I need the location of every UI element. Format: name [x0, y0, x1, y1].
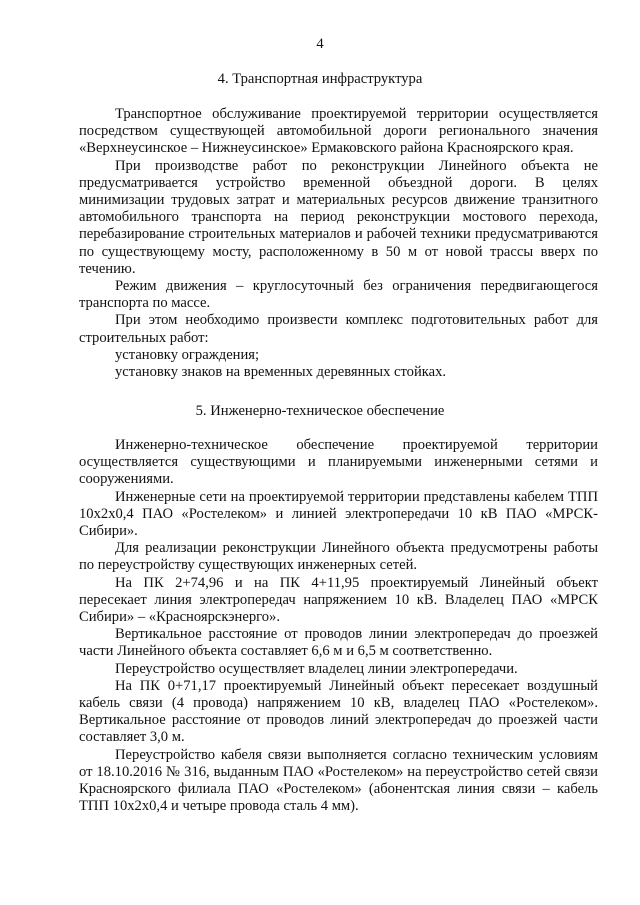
- paragraph: Транспортное обслуживание проектируемой территории осуществляется посредством существующей автомобильной дороги регионального значения «Верхнеусинское – Нижнеусинское» Ермаковского района Красноярского края.: [79, 106, 598, 157]
- list-item: установку ограждения;: [115, 346, 260, 363]
- paragraph: Режим движения – круглосуточный без ограничения передвигающегося транспорта по массе.: [79, 278, 598, 312]
- paragraph: Вертикальное расстояние от проводов линии электропередач до проезжей части Линейного объекта составляет 6,6 м и 6,5 м соответственно.: [79, 626, 598, 660]
- paragraph: Инженерно-техническое обеспечение проектируемой территории осуществляется существующими и планируемыми инженерными сетями и сооружениями.: [79, 437, 598, 488]
- section-4-heading: 4. Транспортная инфраструктура: [217, 71, 423, 87]
- section-4-body: [79, 106, 598, 381]
- section-5-heading: 5. Инженерно-техническое обеспечение: [195, 403, 445, 419]
- page-number: 4: [316, 36, 324, 52]
- paragraph: На ПК 0+71,17 проектируемый Линейный объект пересекает воздушный кабель связи (4 провода) напряжением 10 кВ, владелец ПАО «Ростелеком». Вертикальное расстояние от проводов линий электропередач до проезжей части составляет 3,0 м.: [79, 677, 598, 746]
- list-item: установку знаков на временных деревянных стойках.: [115, 364, 447, 381]
- section-5-body: [79, 437, 598, 815]
- paragraph: Инженерные сети на проектируемой территории представлены кабелем ТПП 10х2х0,4 ПАО «Ростелеком» и линией электропередачи 10 кВ ПАО «МРСК-Сибири».: [79, 488, 598, 540]
- paragraph: На ПК 2+74,96 и на ПК 4+11,95 проектируемый Линейный объект пересекает линия электропередач напряжением 10 кВ. Владелец ПАО «МРСК Сибири» – «Красноярскэнерго».: [79, 574, 598, 626]
- paragraph: При этом необходимо произвести комплекс подготовительных работ для строительных работ:: [79, 312, 598, 346]
- paragraph: Переустройство кабеля связи выполняется согласно техническим условиям от 18.10.2016 № 316, выданным ПАО «Ростелеком» на переустройство сетей связи Красноярского филиала ПАО «Ростелеком» (абонентская линия связи – кабель ТПП 10х2х0,4 и четыре провода сталь 4 мм).: [79, 746, 598, 815]
- paragraph: При производстве работ по реконструкции Линейного объекта не предусматривается устройство временной объездной дороги. В целях минимизации трудовых затрат и материальных ресурсов движение транзитного автомобильного транспорта на период реконструкции мостового перехода, перебазирование строительных материалов и рабочей техники предусматриваются по существующему мосту, расположенному в 50 м от новой трассы вверх по течению.: [79, 157, 598, 277]
- paragraph: Для реализации реконструкции Линейного объекта предусмотрены работы по переустройству существующих инженерных сетей.: [79, 540, 598, 574]
- paragraph: Переустройство осуществляет владелец линии электропередачи.: [115, 660, 518, 677]
